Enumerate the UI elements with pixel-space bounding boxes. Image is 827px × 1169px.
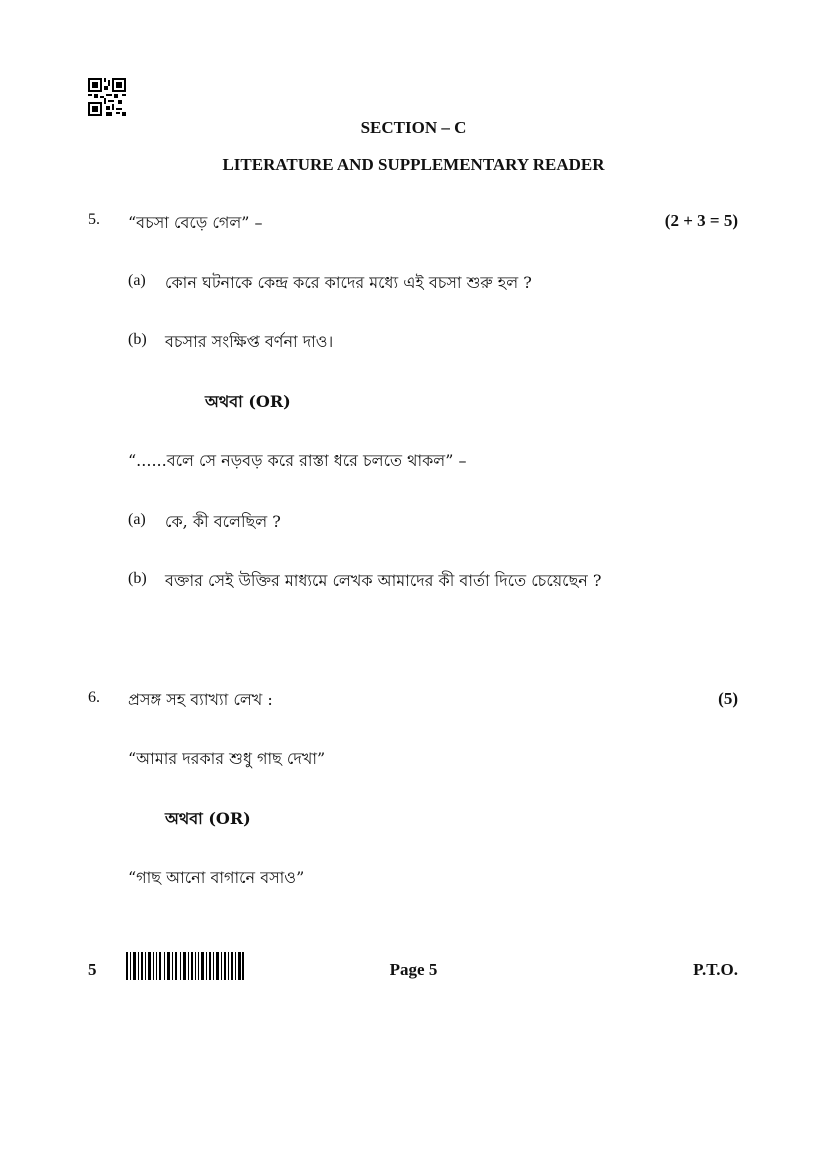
question-5-or-label: অথবা (OR) — [205, 392, 291, 411]
question-5-marks: (2 + 3 = 5) — [664, 211, 738, 230]
question-5a-label: (a) — [128, 272, 146, 289]
question-5-number: 5. — [88, 211, 100, 228]
paper-code: 5 — [88, 960, 97, 979]
question-6-quote-1: “আমার দরকার শুধু গাছ দেখা” — [128, 749, 326, 768]
question-6-or-label: অথবা (OR) — [165, 809, 251, 828]
page-number: Page 5 — [389, 960, 438, 979]
question-6-number: 6. — [88, 689, 100, 706]
question-5-alt-b-text: বক্তার সেই উক্তির মাধ্যমে লেখক আমাদের কী বার্তা দিতে চেয়েছেন ? — [165, 571, 602, 590]
question-5b-text: বচসার সংক্ষিপ্ত বর্ণনা দাও। — [165, 332, 334, 351]
question-6-quote-2: “গাছ আনো বাগানে বসাও” — [128, 868, 305, 887]
question-5-alt-b-label: (b) — [128, 570, 147, 587]
section-heading: SECTION – C — [360, 118, 467, 137]
question-6-prompt: প্রসঙ্গ সহ ব্যাখ্যা লেখ : — [128, 690, 273, 709]
question-5a-text: কোন ঘটনাকে কেন্দ্র করে কাদের মধ্যে এই বচসা শুরু হল ? — [165, 273, 532, 292]
question-5-alt-a-label: (a) — [128, 511, 146, 528]
qr-code-icon — [88, 78, 126, 116]
question-6-marks: (5) — [718, 689, 738, 708]
pto-label: P.T.O. — [693, 960, 738, 979]
question-5b-label: (b) — [128, 331, 147, 348]
question-5-alt-a-text: কে, কী বলেছিল ? — [165, 512, 281, 531]
question-5-quote: “বচসা বেড়ে গেল” – — [128, 213, 263, 232]
section-subtitle: LITERATURE AND SUPPLEMENTARY READER — [222, 155, 605, 174]
question-5-alt-quote: “......বলে সে নড়বড় করে রাস্তা ধরে চলতে থাকল” – — [128, 451, 467, 470]
